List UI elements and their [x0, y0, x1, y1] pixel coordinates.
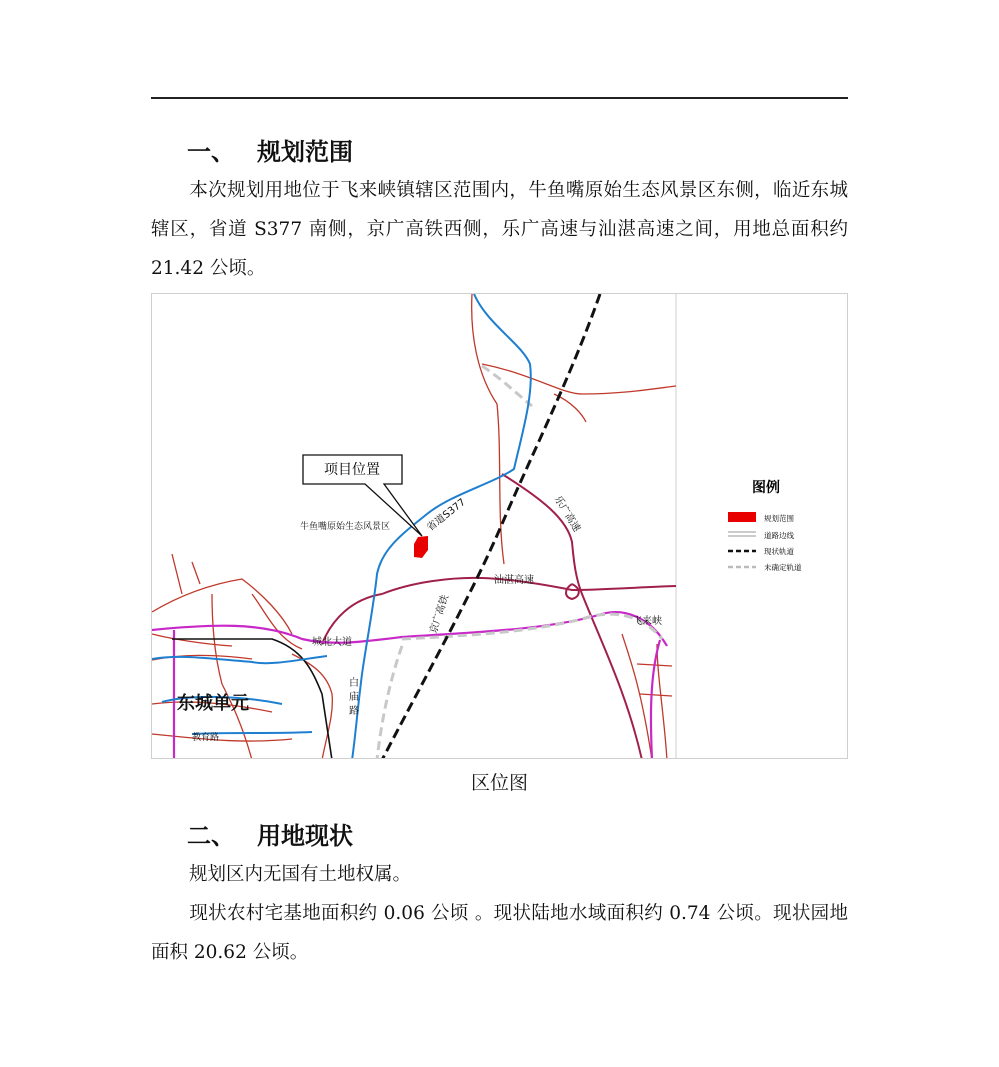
map-caption: 区位图 — [470, 772, 528, 794]
callout-label: 项目位置 — [324, 462, 380, 478]
provincial-road-label: 省道S377 — [425, 496, 468, 534]
map-canvas — [152, 294, 848, 759]
map-legend — [728, 479, 802, 572]
feilaixia-label: 飞来峡 — [632, 616, 662, 627]
section-2-heading — [187, 816, 353, 851]
section-1-paragraph — [151, 171, 848, 288]
section-2-title: 用地现状 — [257, 822, 353, 850]
project-site — [414, 536, 428, 558]
jing-guang-label: 京广高铁 — [428, 593, 452, 636]
legend-label-road-edge: 道路边线 — [764, 531, 794, 540]
planned-rail — [377, 366, 662, 759]
shan-zhan-label: 汕湛高速 — [494, 575, 534, 586]
section-1-heading — [187, 132, 353, 167]
section-2-paragraph-1 — [151, 855, 848, 894]
section-1-text: 本次规划用地位于飞来峡镇辖区范围内，牛鱼嘴原始生态风景区东侧，临近东城辖区，省道 S377 南侧，京广高铁西侧，乐广高速与汕湛高速之间，用地总面积约 21.42 公顷。 — [151, 180, 848, 279]
legend-swatch-planning-area — [728, 512, 756, 522]
legend-title: 图例 — [752, 480, 780, 496]
section-2-paragraph-2 — [151, 894, 848, 972]
le-guang-label: 乐广高速 — [551, 494, 583, 535]
jiaoyu-road-label: 教育路 — [192, 733, 220, 743]
scenic-area-label: 牛鱼嘴原始生态风景区 — [300, 522, 391, 532]
dongcheng-label: 东城单元 — [177, 693, 249, 714]
legend-label-existing-rail: 现状轨道 — [764, 547, 794, 556]
avenue-label: 城北大道 — [312, 637, 352, 648]
legend-label-planned-rail: 未确定轨道 — [764, 563, 802, 572]
section-1-title: 规划范围 — [257, 138, 353, 166]
highways — [322, 474, 676, 759]
section-2-text-2: 现状农村宅基地面积约 0.06 公顷 。现状陆地水域面积约 0.74 公顷。现状园地面积 20.62 公顷。 — [151, 903, 848, 963]
location-map — [151, 293, 848, 759]
section-1-number: 一、 — [187, 138, 235, 166]
header-rule — [151, 97, 848, 99]
section-2-number: 二、 — [187, 822, 235, 850]
legend-label-planning-area: 规划范围 — [764, 514, 794, 523]
avenue — [152, 612, 667, 759]
baimiao-road-label: 白庙路 — [346, 677, 358, 719]
section-2-text-1: 规划区内无国有土地权属。 — [189, 864, 412, 885]
